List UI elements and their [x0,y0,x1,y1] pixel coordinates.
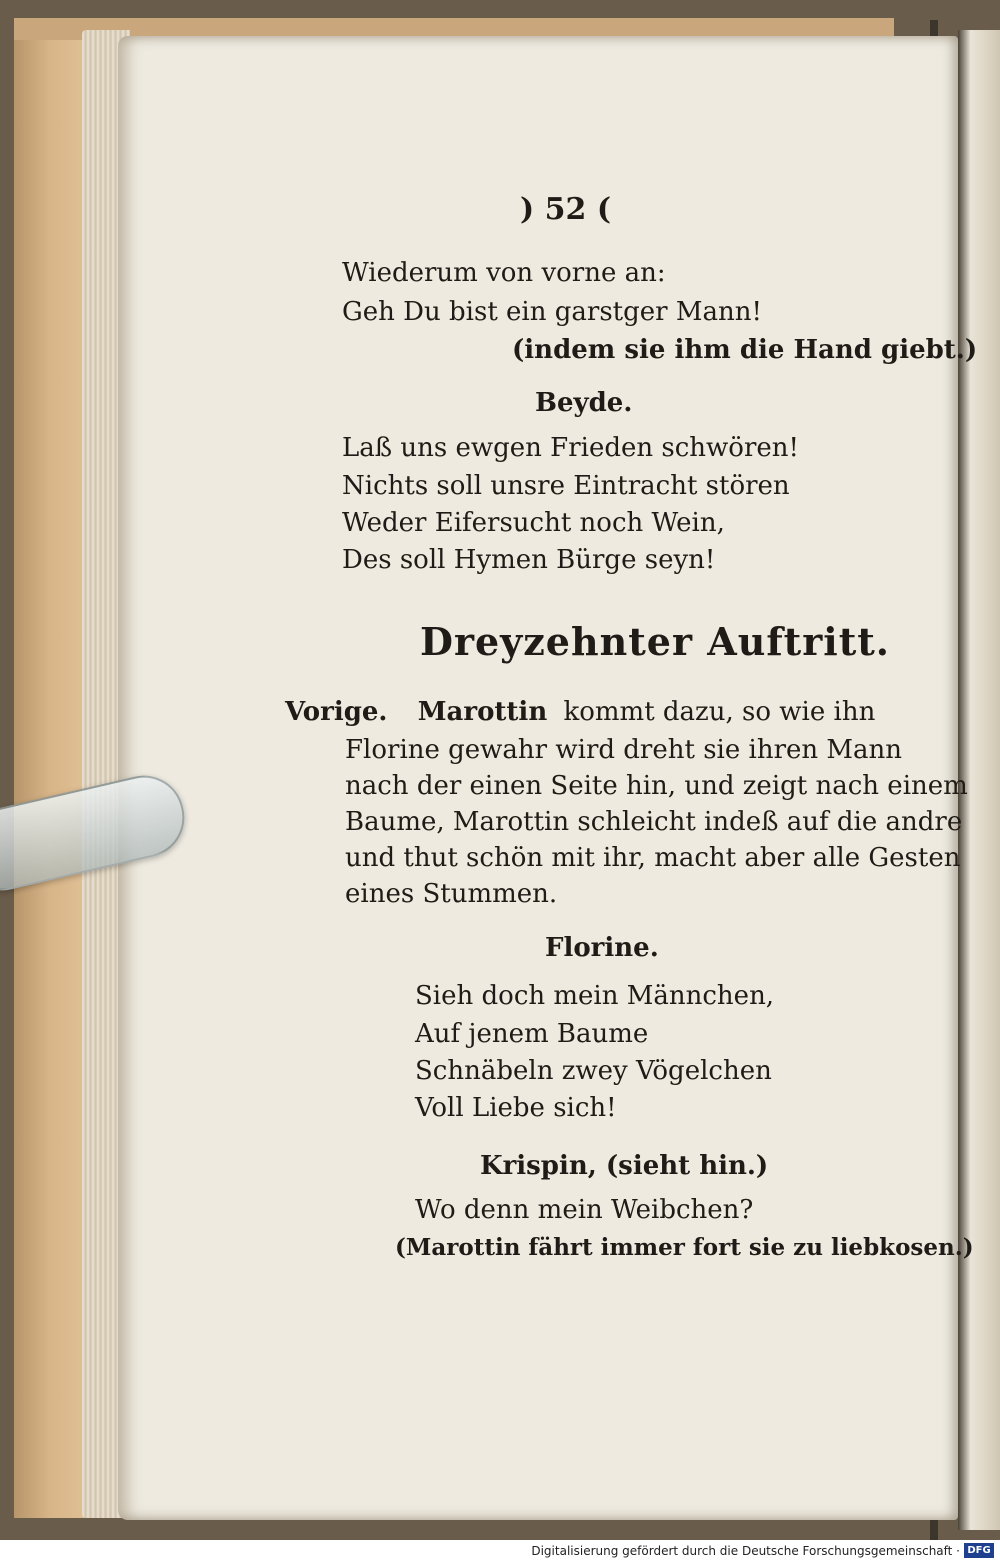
verse-line: Geh Du bist ein garstger Mann! [342,297,762,327]
dfg-logo: DFG [964,1543,994,1558]
stage-direction-line: und thut schön mit ihr, macht aber alle Gesten [345,843,961,873]
stage-direction-line: eines Stummen. [345,879,558,909]
page-number: ) 52 ( [520,192,612,227]
character-name: Marottin [417,697,548,727]
speaker-label: Beyde. [535,388,633,418]
verse-line: Wo denn mein Weibchen? [415,1195,754,1225]
stage-direction-lead: Vorige. [285,697,388,727]
verse-line: Schnäbeln zwey Vögelchen [415,1056,772,1086]
stage-direction-first-line [285,694,875,730]
verse-line: Voll Liebe sich! [415,1093,617,1123]
speaker-label: Krispin, (sieht hin.) [480,1151,769,1181]
footer-bar [0,1540,1000,1562]
verse-line: Weder Eifersucht noch Wein, [342,508,725,538]
verse-line: Laß uns ewgen Frieden schwören! [342,433,799,463]
stage-direction-line: Florine gewahr wird dreht sie ihren Mann [345,735,903,765]
verse-line: Auf jenem Baume [415,1019,649,1049]
stage-note: (Marottin fährt immer fort sie zu liebkosen.) [395,1234,974,1261]
stage-note: (indem sie ihm die Hand giebt.) [512,335,978,365]
verse-line: Wiederum von vorne an: [342,258,666,288]
verse-line: Sieh doch mein Männchen, [415,981,775,1011]
footer-credit: Digitalisierung gefördert durch die Deutsche Forschungsgemeinschaft · [531,1544,960,1558]
speaker-label: Florine. [545,933,659,963]
stage-direction-line: Baume, Marottin schleicht indeß auf die andre [345,807,963,837]
verse-line: Nichts soll unsre Eintracht stören [342,471,790,501]
scene-heading: Dreyzehnter Auftritt. [420,619,891,664]
verse-line: Des soll Hymen Bürge seyn! [342,545,716,575]
stage-direction-line: nach der einen Seite hin, und zeigt nach einem [345,771,968,801]
stage-direction-text: kommt dazu, so wie ihn [563,697,876,727]
